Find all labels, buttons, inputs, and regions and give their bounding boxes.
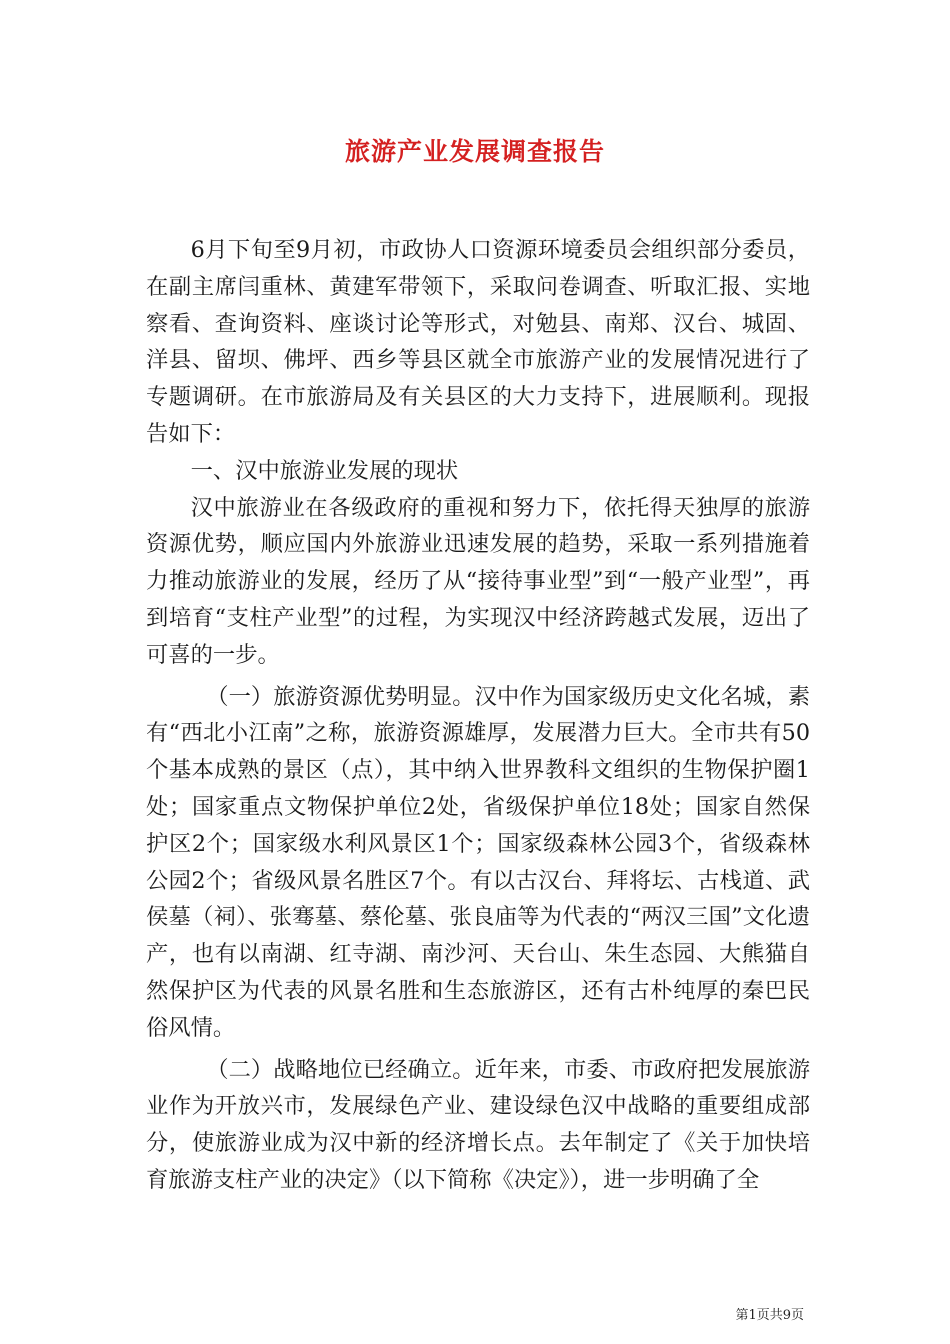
resources-paragraph: （一）旅游资源优势明显。汉中作为国家级历史文化名城，素有“西北小江南”之称，旅游资源雄厚，发展潜力巨大。全市共有50个基本成熟的景区（点），其中纳入世界教科文组织的生物保护圈1处；国家重点文物保护单位2处，省级保护单位18处；国家自然保护区2个；国家级水利风景区1个；国家级森林公园3个，省级森林公园2个；省级风景名胜区7个。有以古汉台、拜将坛、古栈道、武侯墓（祠）、张骞墓、蔡伦墓、张良庙等为代表的“两汉三国”文化遗产，也有以南湖、红寺湖、南沙河、天台山、朱生态园、大熊猫自然保护区为代表的风景名胜和生态旅游区，还有古朴纯厚的秦巴民俗风情。 bbox=[146, 683, 810, 1041]
intro-paragraph: 6月下旬至9月初，市政协人口资源环境委员会组织部分委员，在副主席闫重林、黄建军带领下，采取问卷调查、听取汇报、实地察看、查询资料、座谈讨论等形式，对勉县、南郑、汉台、城固、洋县、留坝、佛坪、西乡等县区就全市旅游产业的发展情况进行了专题调研。在市旅游局及有关县区的大力支持下，进展顺利。现报告如下： bbox=[146, 237, 810, 447]
document-title: 旅游产业发展调查报告 bbox=[344, 137, 605, 166]
page-number: 第1页共9页 bbox=[735, 1308, 804, 1323]
document-body bbox=[146, 232, 810, 1199]
section-heading: 一、汉中旅游业发展的现状 bbox=[190, 457, 459, 484]
status-paragraph: 汉中旅游业在各级政府的重视和努力下，依托得天独厚的旅游资源优势，顺应国内外旅游业迅速发展的趋势，采取一系列措施着力推动旅游业的发展，经历了从“接待事业型”到“一般产业型”，再到培育“支柱产业型”的过程，为实现汉中经济跨越式发展，迈出了可喜的一步。 bbox=[146, 494, 810, 668]
strategy-paragraph: （二）战略地位已经确立。近年来，市委、市政府把发展旅游业作为开放兴市，发展绿色产业、建设绿色汉中战略的重要组成部分，使旅游业成为汉中新的经济增长点。去年制定了《关于加快培育旅游支柱产业的决定》（以下简称《决定》），进一步明确了全 bbox=[146, 1056, 810, 1193]
